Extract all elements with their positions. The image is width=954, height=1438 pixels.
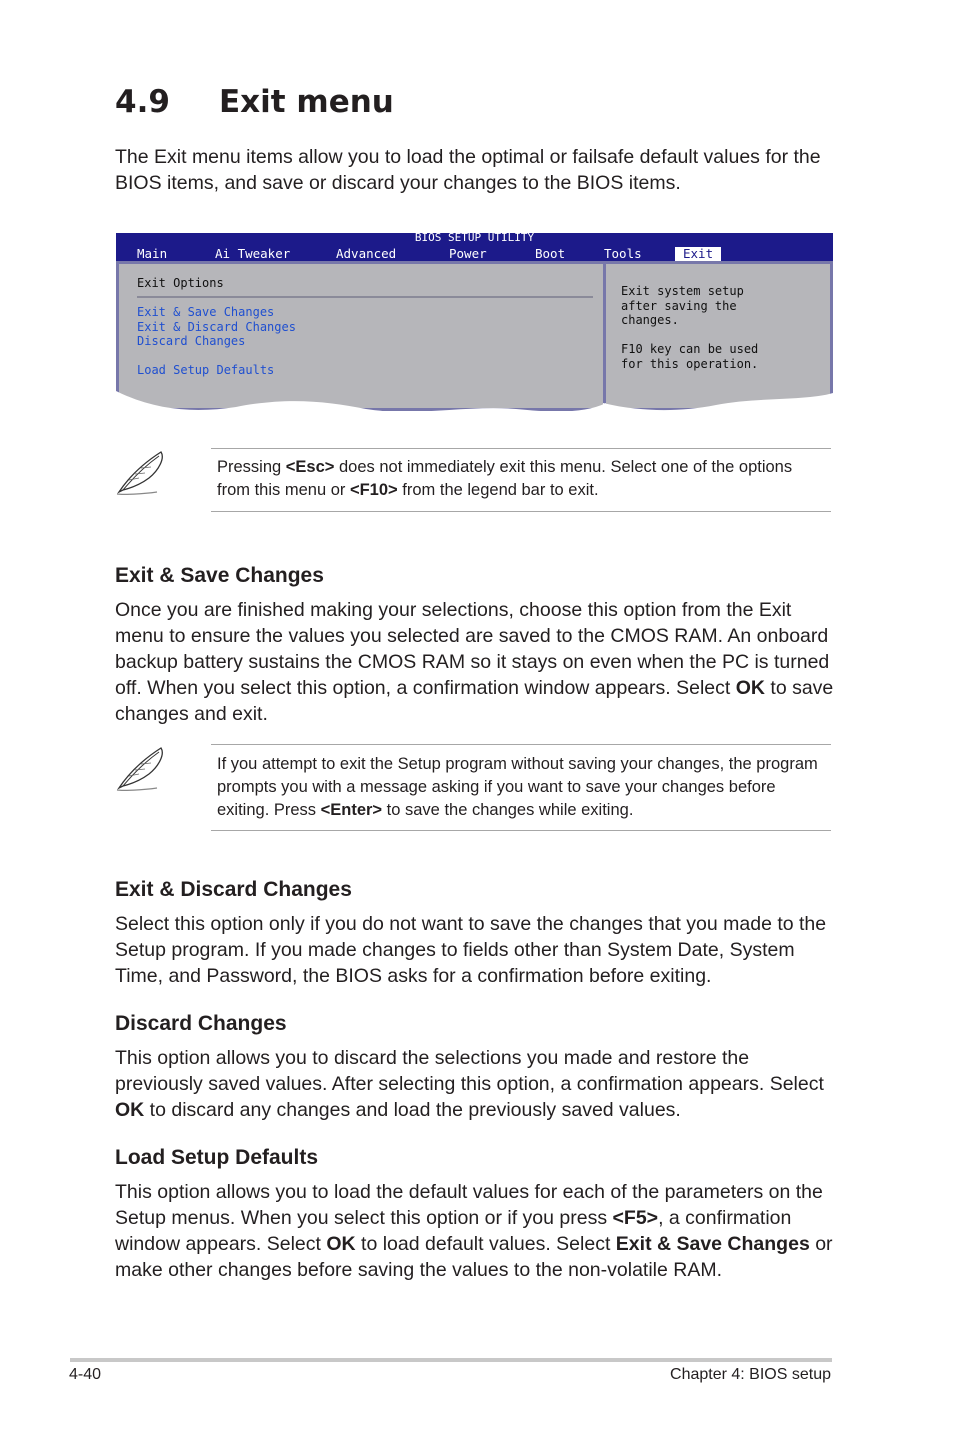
bold-term: OK [735,677,765,699]
bios-help-line: Exit system setup [621,284,744,298]
bold-term: <Enter> [320,801,383,819]
bios-help-line: changes. [621,313,679,327]
note-text [217,753,829,822]
bios-help-line: F10 key can be used [621,342,759,356]
bold-term: Exit & Save Changes [615,1233,810,1255]
feather-pen-icon [113,744,171,794]
text-run: to save the changes while exiting. [382,801,634,819]
text-run: , a confirmation window appears. Select [115,1207,792,1255]
note-top-rule [211,448,831,449]
paragraph-load-defaults [115,1179,837,1283]
bios-section-label: Exit Options [137,276,224,290]
bios-item-exit-save[interactable]: Exit & Save Changes [137,305,275,319]
text-run: Pressing [217,458,286,476]
note-bottom-rule [211,830,831,831]
text-run: Select this option only if you do not want to save the changes that you made to the Setup program. If you made changes to fields other than System Date, System Time, and Password, the BIOS asks for a confirmation before exiting. [115,913,827,987]
bold-term: <Esc> [285,458,335,476]
footer-rule [70,1358,832,1362]
text-run: does not immediately exit this menu. Select one of the options from this menu or [217,458,793,499]
bios-help-line: after saving the [621,298,737,313]
text-run: to save changes and exit. [115,677,834,725]
paragraph-discard [115,1045,837,1123]
text-run: Once you are finished making your selections, choose this option from the Exit menu to ensure the values you selected are saved to the CMOS RAM. An onboard backup battery sustains the CMOS RAM so it stays on even when the PC is turned off. When you select this option, a confirmation window appears. Select [115,599,830,699]
note-top-rule [211,744,831,745]
note-text [217,456,829,502]
bios-tab-power[interactable]: Power [449,246,487,261]
heading-load-defaults: Load Setup Defaults [115,1146,319,1169]
intro-line-2: BIOS items, and save or discard your changes to the BIOS items. [115,172,681,194]
bios-torn-edge [116,383,833,415]
bold-term: OK [326,1233,356,1255]
bios-item-exit-discard[interactable]: Exit & Discard Changes [137,319,296,334]
heading-exit-save: Exit & Save Changes [115,564,324,587]
heading-exit-discard: Exit & Discard Changes [115,878,352,901]
bios-item-discard[interactable]: Discard Changes [137,334,246,348]
bios-screen [116,233,833,415]
bios-help-line: for this operation. [621,356,759,371]
paragraph-exit-save [115,597,837,727]
bios-menu-bar [116,233,833,261]
bios-item-load-defaults[interactable]: Load Setup Defaults [137,363,275,377]
bios-tab-main[interactable]: Main [137,246,168,261]
bold-term: <F5> [612,1207,659,1229]
heading-discard: Discard Changes [115,1012,287,1035]
chapter-label: Chapter 4: BIOS setup [670,1366,831,1383]
intro-line-1: The Exit menu items allow you to load the optimal or failsafe default values for the [115,146,821,168]
bios-tab-boot[interactable]: Boot [535,246,566,261]
feather-pen-icon [113,448,171,498]
text-run: or make other changes before saving the values to the non-volatile RAM. [115,1233,833,1281]
bios-divider [137,296,593,298]
bold-term: OK [115,1099,145,1121]
page-title [115,84,394,120]
bios-tab-ai-tweaker[interactable]: Ai Tweaker [215,246,291,261]
bios-tab-advanced[interactable]: Advanced [336,246,397,261]
intro-paragraph [115,144,837,196]
section-title: Exit menu [219,84,394,120]
bios-tab-exit[interactable]: Exit [675,247,721,261]
text-run: to load default values. Select [355,1233,616,1255]
note-bottom-rule [211,511,831,512]
paragraph-exit-discard [115,911,837,989]
page-number: 4-40 [69,1366,102,1383]
text-run: This option allows you to load the default values for each of the parameters on the Setup menus. When you select this option or if you press [115,1181,823,1229]
text-run: from the legend bar to exit. [397,481,599,499]
bold-term: <F10> [349,481,398,499]
text-run: If you attempt to exit the Setup program without saving your changes, the program prompts you with a message asking if you want to save your changes before exiting. Press [217,755,818,819]
bios-utility-title: BIOS SETUP UTILITY [414,231,535,244]
text-run: This option allows you to discard the selections you made and restore the previously saved values. After selecting this option, a confirmation appears. Select [115,1047,824,1095]
bios-tab-tools[interactable]: Tools [604,246,642,261]
section-number: 4.9 [115,84,170,120]
text-run: to discard any changes and load the previously saved values. [144,1099,681,1121]
